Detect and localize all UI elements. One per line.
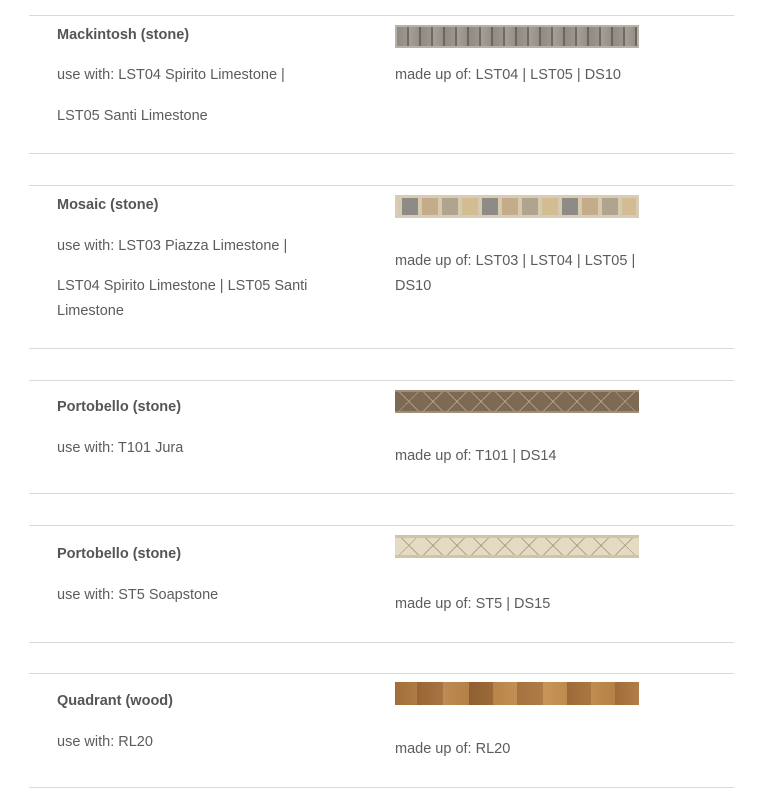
portobello-jura-swatch bbox=[395, 390, 639, 413]
product-title: Mackintosh (stone) bbox=[57, 27, 190, 43]
mackintosh-stone-swatch bbox=[395, 25, 639, 48]
product-title: Quadrant (wood) bbox=[57, 693, 173, 709]
made-up-of-text: made up of: LST04 | LST05 | DS10 bbox=[395, 67, 621, 83]
use-with-text: LST05 Santi Limestone bbox=[57, 108, 208, 124]
quadrant-wood-swatch bbox=[395, 682, 639, 705]
use-with-text: use with: RL20 bbox=[57, 734, 153, 750]
made-up-of-text: made up of: T101 | DS14 bbox=[395, 448, 557, 464]
divider bbox=[29, 380, 734, 381]
divider bbox=[29, 185, 734, 186]
use-with-text: use with: LST04 Spirito Limestone | bbox=[57, 67, 285, 83]
divider bbox=[29, 153, 734, 154]
divider bbox=[29, 348, 734, 349]
divider bbox=[29, 787, 734, 788]
made-up-of-text: made up of: RL20 bbox=[395, 741, 511, 757]
product-title: Portobello (stone) bbox=[57, 399, 182, 415]
mosaic-stone-swatch bbox=[395, 195, 639, 218]
portobello-soapstone-swatch bbox=[395, 535, 639, 558]
divider bbox=[29, 15, 734, 16]
made-up-of-text: made up of: LST03 | LST04 | LST05 | DS10 bbox=[395, 253, 636, 294]
product-title: Portobello (stone) bbox=[57, 546, 182, 562]
use-with-text: use with: T101 Jura bbox=[57, 440, 184, 456]
divider bbox=[29, 493, 734, 494]
made-up-of-text: made up of: ST5 | DS15 bbox=[395, 596, 551, 612]
use-with-text: LST04 Spirito Limestone | LST05 Santi Limestone bbox=[57, 278, 308, 319]
divider bbox=[29, 642, 734, 643]
divider bbox=[29, 525, 734, 526]
use-with-text: use with: LST03 Piazza Limestone | bbox=[57, 238, 288, 254]
product-title: Mosaic (stone) bbox=[57, 197, 159, 213]
use-with-text: use with: ST5 Soapstone bbox=[57, 587, 219, 603]
divider bbox=[29, 673, 734, 674]
